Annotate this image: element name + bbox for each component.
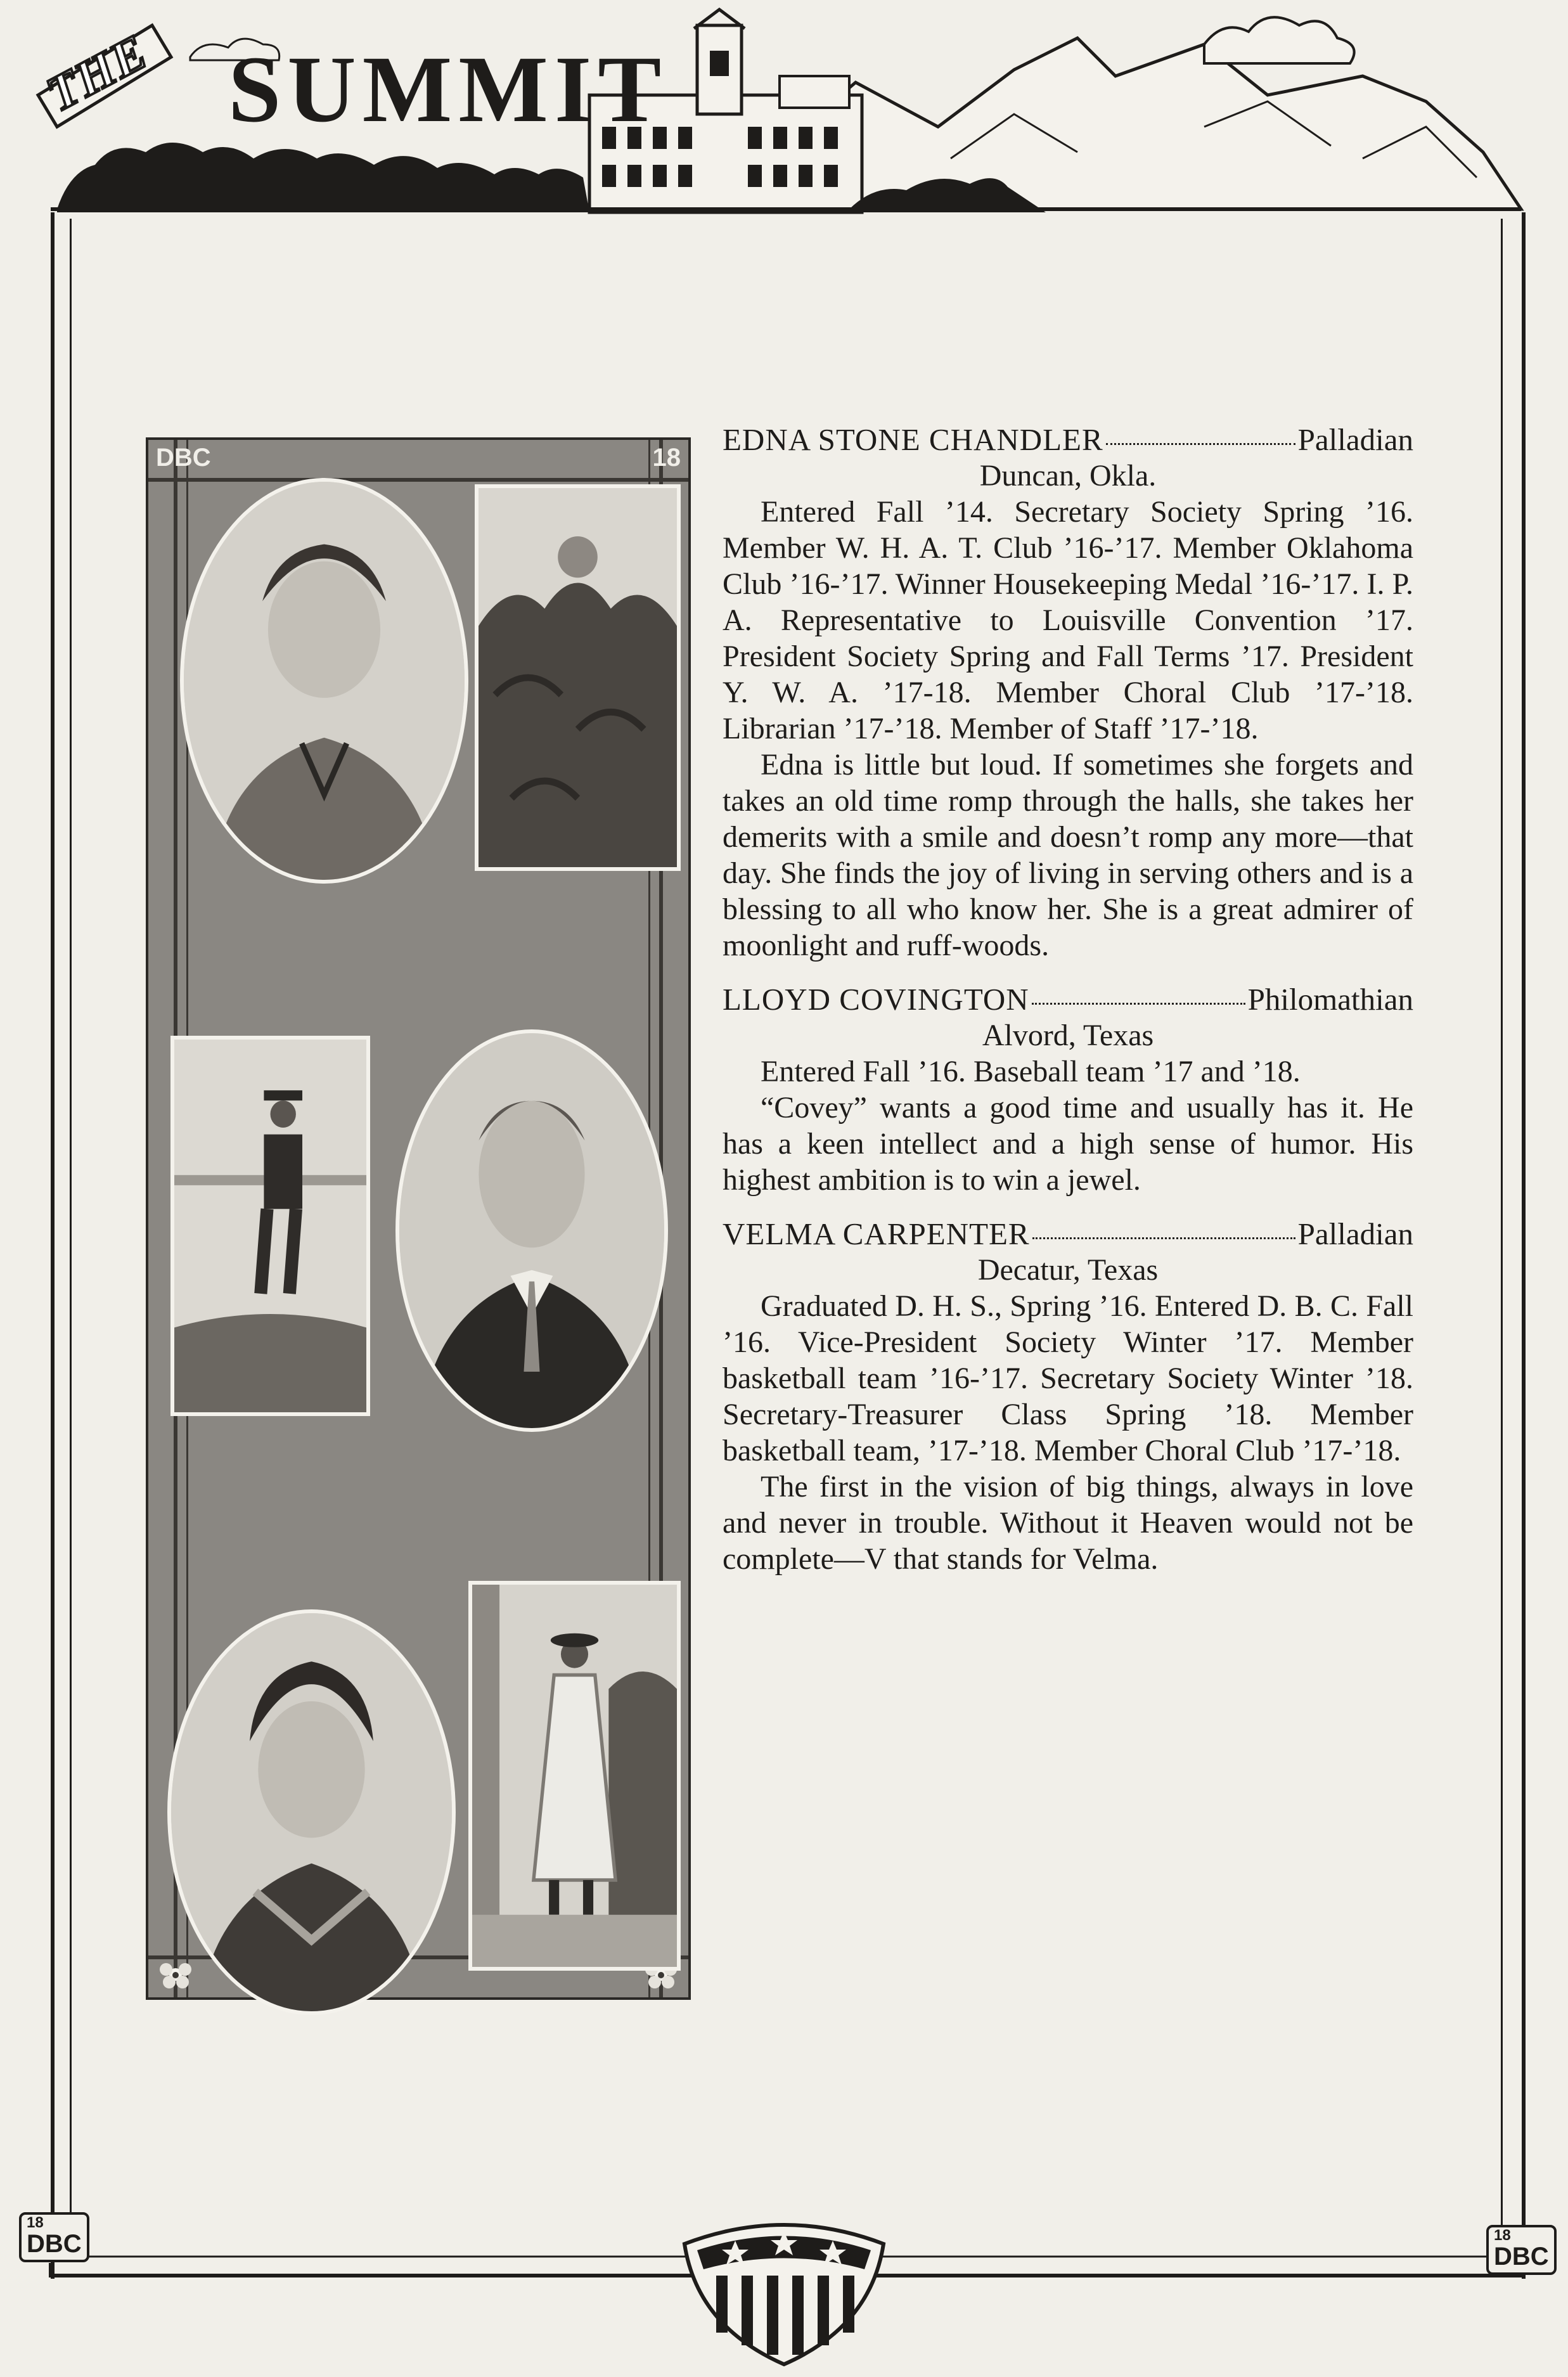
photo-edna-portrait bbox=[180, 478, 468, 884]
activity-record: Entered Fall ’14. Secretary Society Spring ’16. Member W. H. A. T. Club ’16-’17. Member Oklahoma Club ’16-’17. Winner Housekeeping Medal ’16-’17. I. P. A. Representative to Louisville Convention ’17. President Society Spring and Fall Terms ’17. President Y. W. A. ’17-18. Member Choral Club ’17-’18. Librarian ’17-’18. Member of Staff ’17-’18. bbox=[723, 495, 1413, 745]
entry-heading bbox=[723, 1216, 1413, 1252]
footer-dbc-mark-right bbox=[1486, 2225, 1557, 2275]
footer-year-left: 18 bbox=[27, 2214, 44, 2231]
footer-ornament bbox=[0, 2181, 1568, 2377]
student-name: VELMA CARPENTER bbox=[723, 1216, 1030, 1251]
photo-velma-portrait bbox=[167, 1609, 456, 2015]
entry-heading bbox=[723, 981, 1413, 1017]
entry-velma-carpenter bbox=[723, 1216, 1413, 1577]
character-description: The first in the vision of big things, always in love and never in trouble. Without it Heaven would not be complete—V that stands for Velma. bbox=[723, 1470, 1413, 1576]
dot-leader bbox=[1032, 1237, 1295, 1239]
character-description: “Covey” wants a good time and usually has it. He has a keen intellect and a high sense of humor. His highest ambition is to win a jewel. bbox=[723, 1091, 1413, 1197]
photo-velma-standing bbox=[468, 1581, 681, 1971]
biography-column bbox=[723, 422, 1413, 1595]
panel-rail-top bbox=[148, 478, 688, 482]
entry-lloyd-covington bbox=[723, 981, 1413, 1198]
entry-heading bbox=[723, 422, 1413, 458]
photo-panel bbox=[146, 437, 691, 2000]
photo-lloyd-seated bbox=[170, 1036, 370, 1416]
character-description: Edna is little but loud. If sometimes she forgets and takes an old time romp through the halls, she takes her demerits with a smile and doesn’t romp any more—that day. She finds the joy of living in serving others and is a blessing to all who know her. She is a great admirer of moonlight and ruff-woods. bbox=[723, 748, 1413, 962]
hometown: Alvord, Texas bbox=[982, 1019, 1154, 1052]
activity-record: Graduated D. H. S., Spring ’16. Entered D. B. C. Fall ’16. Vice-President Society Winter ’17. Member basketball team ’16-’17. Secretary Society Winter ’18. Secretary-Treasurer Class Spring ’18. Member basketball team, ’17-’18. Member Choral Club ’17-’18. bbox=[723, 1289, 1413, 1467]
header-the-label: THE bbox=[37, 23, 157, 122]
society-name: Philomathian bbox=[1247, 982, 1413, 1017]
society-name: Palladian bbox=[1297, 1216, 1413, 1251]
footer-year-right: 18 bbox=[1494, 2227, 1511, 2244]
panel-corner-dbc: DBC bbox=[156, 444, 211, 472]
activity-record: Entered Fall ’16. Baseball team ’17 and ’18. bbox=[761, 1055, 1301, 1088]
student-name: LLOYD COVINGTON bbox=[723, 982, 1029, 1017]
entry-edna-chandler bbox=[723, 422, 1413, 963]
page-header bbox=[0, 0, 1568, 228]
student-name: EDNA STONE CHANDLER bbox=[723, 422, 1103, 457]
header-title: SUMMIT bbox=[228, 37, 668, 142]
panel-corner-year: 18 bbox=[652, 444, 681, 472]
hometown: Duncan, Okla. bbox=[979, 459, 1157, 493]
dot-leader bbox=[1032, 1003, 1245, 1005]
hometown: Decatur, Texas bbox=[977, 1253, 1159, 1287]
footer-mark-right: DBC bbox=[1494, 2243, 1549, 2271]
dot-leader bbox=[1106, 443, 1295, 445]
photo-edna-shrubs bbox=[475, 484, 681, 871]
footer-dbc-mark-left bbox=[19, 2212, 89, 2262]
footer-mark-left: DBC bbox=[27, 2230, 82, 2258]
photo-lloyd-portrait bbox=[395, 1029, 668, 1432]
panel-flower-icon-left bbox=[153, 1955, 198, 1994]
society-name: Palladian bbox=[1297, 422, 1413, 457]
